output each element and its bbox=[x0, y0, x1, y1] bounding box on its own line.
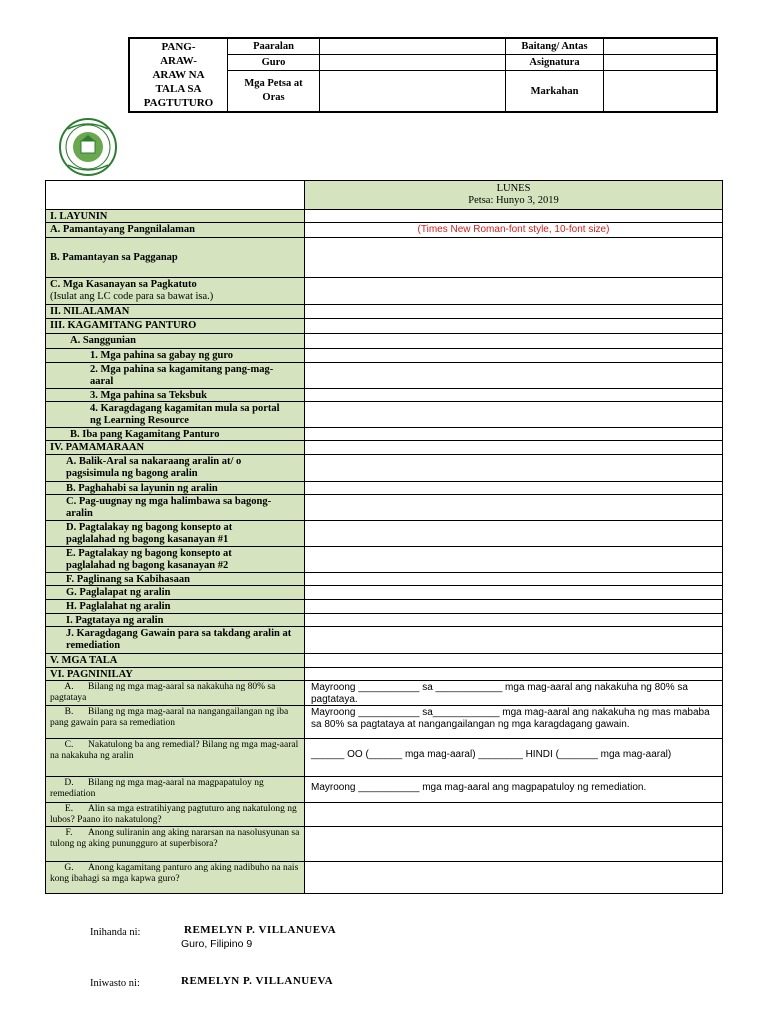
cell-kagamitang-pang-mag-aaral[interactable] bbox=[305, 363, 722, 388]
format-note: (Times New Roman-font style, 10-font size) bbox=[417, 224, 610, 235]
row-paglalapat: G. Paglalapat ng aralin bbox=[46, 586, 305, 599]
row-nilalaman: II. NILALAMAN bbox=[46, 305, 305, 318]
prepared-by-position: Guro, Filipino 9 bbox=[181, 938, 253, 950]
markahan-value[interactable] bbox=[604, 71, 716, 111]
row-pamantayan-pagganap: B. Pamantayan sa Pagganap bbox=[46, 238, 305, 277]
reflection-a-question: Bilang ng mga mag-aaral sa nakakuha ng 80% sa pagtataya bbox=[50, 682, 276, 703]
cell-karagdagang-gawain[interactable] bbox=[305, 627, 722, 653]
reflection-e bbox=[46, 803, 305, 826]
cell-pagninilay[interactable] bbox=[305, 668, 722, 680]
row-paglinang: F. Paglinang sa Kabihasaan bbox=[46, 573, 305, 585]
row-pagninilay: VI. PAGNINILAY bbox=[46, 668, 305, 680]
label-petsa-oras: Mga Petsa at Oras bbox=[228, 71, 320, 111]
cell-pamantayan-pagganap[interactable] bbox=[305, 238, 722, 277]
row-paglalahat: H. Paglalahat ng aralin bbox=[46, 600, 305, 613]
checked-by-label: Iniwasto ni: bbox=[90, 978, 140, 989]
reflection-e-question: Alin sa mga estratihiyang pagtuturo ang nakatulong ng lubos? Paano ito nakatulong? bbox=[50, 804, 297, 825]
label-markahan: Markahan bbox=[506, 71, 604, 111]
asignatura-value[interactable] bbox=[604, 55, 716, 71]
reflection-e-letter: E. bbox=[64, 804, 74, 814]
row-karagdagang-kagamitan: 4. Karagdagang kagamitan mula sa portal ng Learning Resource bbox=[46, 402, 305, 427]
cell-kagamitang-panturo[interactable] bbox=[305, 319, 722, 333]
reflection-d bbox=[46, 777, 305, 802]
cell-karagdagang-kagamitan[interactable] bbox=[305, 402, 722, 427]
row-sanggunian: A. Sanggunian bbox=[46, 334, 305, 348]
reflection-c-question: Nakatulong ba ang remedial? Bilang ng mga mag-aaral na nakakuha ng aralin bbox=[50, 740, 299, 761]
guro-value[interactable] bbox=[320, 55, 506, 71]
row-pamantayang-pangnilalaman: A. Pamantayang Pangnilalaman bbox=[46, 223, 305, 237]
row-gabay-guro: 1. Mga pahina sa gabay ng guro bbox=[46, 349, 305, 362]
cell-layunin[interactable] bbox=[305, 210, 722, 222]
row-iba-pang-kagamitan: B. Iba pang Kagamitang Panturo bbox=[46, 428, 305, 440]
cell-paglinang[interactable] bbox=[305, 573, 722, 585]
cell-teksbuk[interactable] bbox=[305, 389, 722, 401]
prepared-by-label: Inihanda ni: bbox=[90, 927, 141, 938]
cell-mga-kasanayan[interactable] bbox=[305, 278, 722, 304]
checked-by bbox=[90, 977, 140, 989]
day-date: Petsa: Hunyo 3, 2019 bbox=[468, 195, 559, 206]
reflection-g-letter: G. bbox=[64, 863, 74, 873]
cell-pamantayang-pangnilalaman[interactable] bbox=[305, 223, 722, 237]
row-kagamitang-pang-mag-aaral: 2. Mga pahina sa kagamitang pang-mag-aaral bbox=[46, 363, 305, 388]
lesson-log-table bbox=[45, 180, 723, 894]
reflection-f-letter: F. bbox=[65, 828, 73, 838]
row-pagtataya: I. Pagtataya ng aralin bbox=[46, 614, 305, 626]
kasanayan-label: C. Mga Kasanayan sa Pagkatuto bbox=[50, 279, 197, 290]
cell-nilalaman[interactable] bbox=[305, 305, 722, 318]
cell-pamamaraan[interactable] bbox=[305, 441, 722, 454]
reflection-b-letter: B. bbox=[64, 707, 74, 717]
row-paghahabi: B. Paghahabi sa layunin ng aralin bbox=[46, 482, 305, 494]
reflection-b-question: Bilang ng mga mag-aaral na nangangailangan ng iba pang gawain para sa remediation bbox=[50, 707, 289, 728]
label-paaralan: Paaralan bbox=[228, 39, 320, 55]
reflection-c-answer[interactable]: ______ OO (______ mga mag-aaral) ________ HINDI (_______ mga mag-aaral) bbox=[311, 749, 672, 760]
reflection-a-letter: A. bbox=[64, 682, 74, 692]
cell-paglalahat[interactable] bbox=[305, 600, 722, 613]
cell-pagtalakay-2[interactable] bbox=[305, 547, 722, 572]
deped-seal-icon bbox=[48, 117, 128, 177]
baitang-value[interactable] bbox=[604, 39, 716, 55]
reflection-g bbox=[46, 862, 305, 893]
cell-pagtalakay-1[interactable] bbox=[305, 521, 722, 546]
header-table bbox=[128, 37, 718, 113]
label-asignatura: Asignatura bbox=[506, 55, 604, 71]
prepared-by bbox=[90, 926, 140, 938]
row-karagdagang-gawain: J. Karagdagang Gawain para sa takdang aralin at remediation bbox=[46, 627, 305, 653]
form-title: PANG- ARAW- ARAW NA TALA SA PAGTUTURO bbox=[130, 39, 228, 111]
cell-pag-uugnay[interactable] bbox=[305, 495, 722, 520]
label-guro: Guro bbox=[228, 55, 320, 71]
cell-balik-aral[interactable] bbox=[305, 455, 722, 481]
reflection-f-question: Anong suliranin ang aking nararsan na nasolusyunan sa tulong ng aking punungguro at superbisora? bbox=[50, 828, 300, 849]
row-teksbuk: 3. Mga pahina sa Teksbuk bbox=[46, 389, 305, 401]
row-balik-aral: A. Balik-Aral sa nakaraang aralin at/ o pagsisimula ng bagong aralin bbox=[46, 455, 305, 481]
cell-mga-tala[interactable] bbox=[305, 654, 722, 667]
cell-gabay-guro[interactable] bbox=[305, 349, 722, 362]
cell-sanggunian[interactable] bbox=[305, 334, 722, 348]
row-mga-tala: V. MGA TALA bbox=[46, 654, 305, 667]
day-header bbox=[305, 181, 722, 209]
reflection-a bbox=[46, 681, 305, 705]
reflection-b-answer[interactable]: Mayroong ___________ sa____________ mga mag-aaral ang nakakuha ng mas mababa sa 80% sa pagtataya at nangangailangan ng mga karagdagang gawain. bbox=[311, 707, 710, 730]
reflection-d-answer[interactable]: Mayroong ___________ mga mag-aaral ang magpapatuloy ng remediation. bbox=[311, 782, 647, 793]
row-layunin: I. LAYUNIN bbox=[46, 210, 305, 222]
reflection-b bbox=[46, 706, 305, 738]
row-pagtalakay-2: E. Pagtalakay ng bagong konsepto at paglalahad ng bagong kasanayan #2 bbox=[46, 547, 305, 572]
reflection-f bbox=[46, 827, 305, 861]
reflection-f-answer[interactable] bbox=[305, 827, 722, 861]
reflection-g-question: Anong kagamitang panturo ang aking nadibuho na nais kong ibahagi sa mga kapwa guro? bbox=[50, 863, 299, 884]
reflection-g-answer[interactable] bbox=[305, 862, 722, 893]
cell-paghahabi[interactable] bbox=[305, 482, 722, 494]
reflection-e-answer[interactable] bbox=[305, 803, 722, 826]
checked-by-name: REMELYN P. VILLANUEVA bbox=[181, 975, 334, 987]
day-name: LUNES bbox=[496, 183, 531, 194]
reflection-d-question: Bilang ng mga mag-aaral na magpapatuloy ng remediation bbox=[50, 778, 264, 799]
row-pagtalakay-1: D. Pagtalakay ng bagong konsepto at paglalahad ng bagong kasanayan #1 bbox=[46, 521, 305, 546]
cell-paglalapat[interactable] bbox=[305, 586, 722, 599]
paaralan-value[interactable] bbox=[320, 39, 506, 55]
row-pamamaraan: IV. PAMAMARAAN bbox=[46, 441, 305, 454]
blank-corner bbox=[46, 181, 305, 209]
prepared-by-name: REMELYN P. VILLANUEVA bbox=[184, 924, 337, 936]
reflection-c bbox=[46, 739, 305, 776]
row-mga-kasanayan bbox=[46, 278, 305, 304]
row-pag-uugnay: C. Pag-uugnay ng mga halimbawa sa bagong-aralin bbox=[46, 495, 305, 520]
reflection-a-answer[interactable]: Mayroong ___________ sa ____________ mga mag-aaral ang nakakuha ng 80% sa pagtataya. bbox=[311, 682, 688, 705]
reflection-d-letter: D. bbox=[64, 778, 74, 788]
label-baitang: Baitang/ Antas bbox=[506, 39, 604, 55]
cell-iba-pang-kagamitan[interactable] bbox=[305, 428, 722, 440]
reflection-c-letter: C. bbox=[64, 740, 74, 750]
cell-pagtataya[interactable] bbox=[305, 614, 722, 626]
row-kagamitang-panturo: III. KAGAMITANG PANTURO bbox=[46, 319, 305, 333]
petsa-oras-value[interactable] bbox=[320, 71, 506, 111]
kasanayan-note: (Isulat ang LC code para sa bawat isa.) bbox=[50, 291, 214, 302]
